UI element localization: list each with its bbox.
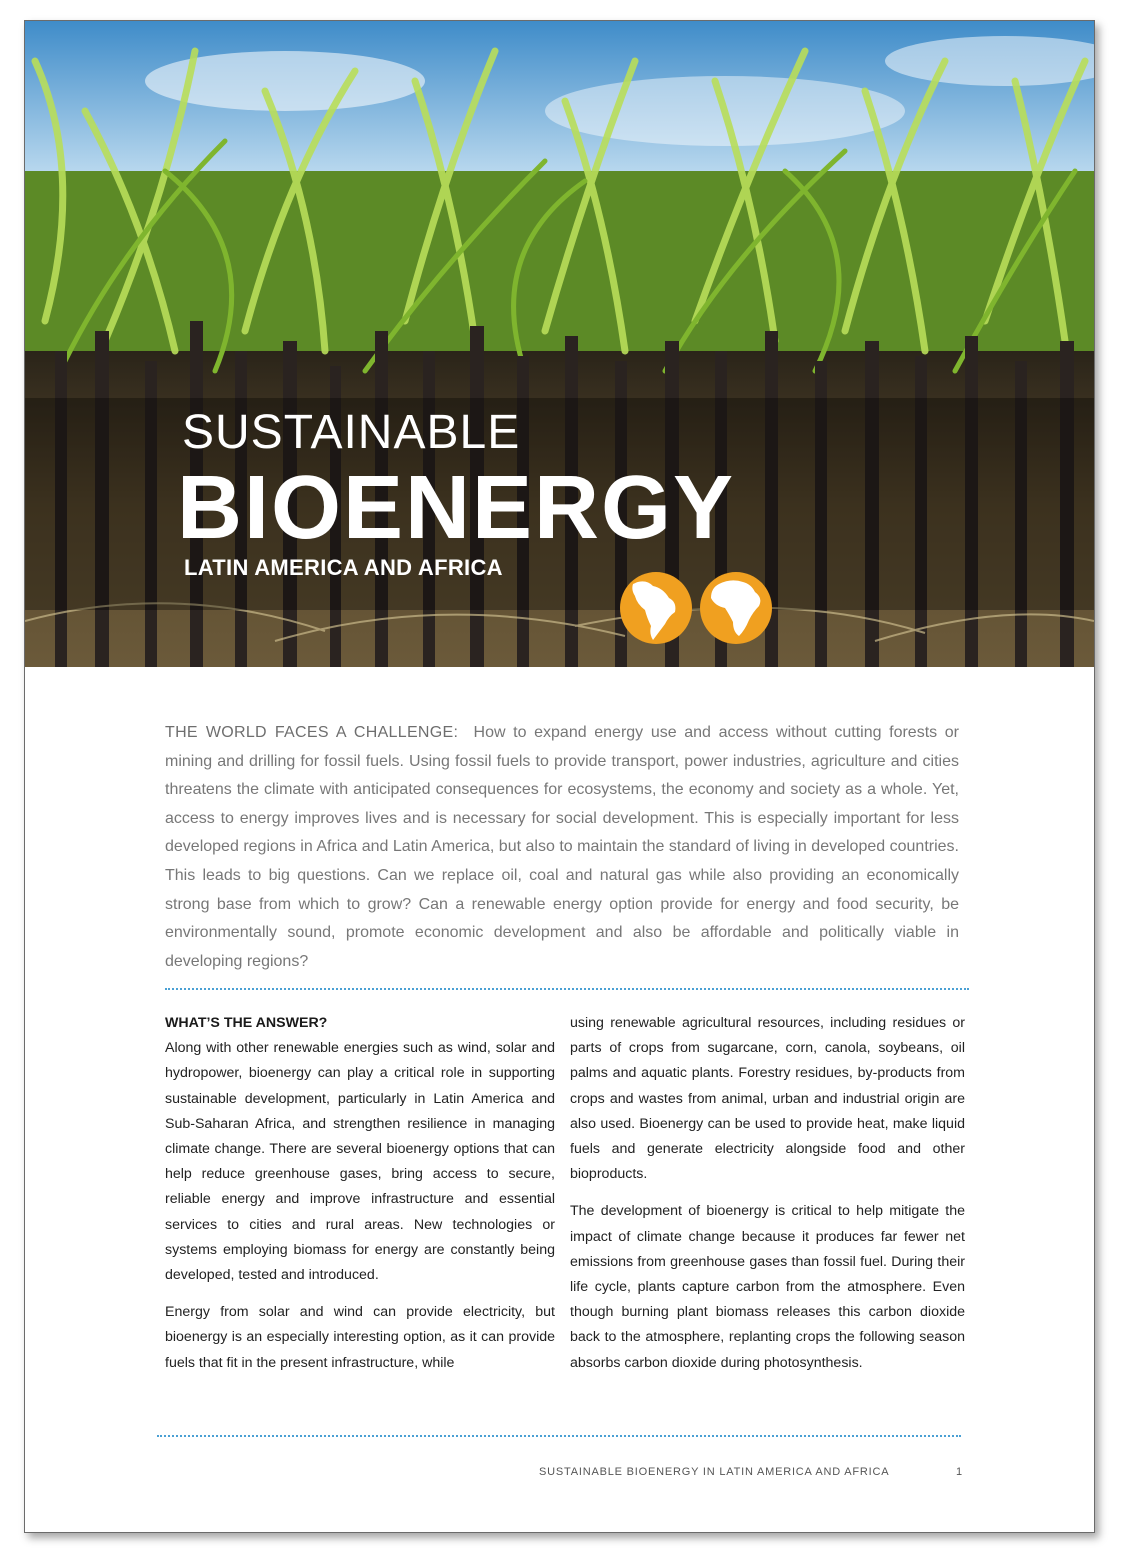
subtitle: LATIN AMERICA AND AFRICA — [184, 555, 503, 580]
right-paragraph-2: The development of bioenergy is critical to help mitigate the impact of climate change because it produces far fewer net emissions from greenhouse gases than fossil fuel. During their life cycle, plants capture carbon from the atmosphere. Even though burning plant biomass releases this carbon dioxide back to the atmosphere, replanting crops the following season absorbs carbon dioxide during photosynthesis. — [570, 1203, 965, 1371]
document-page — [24, 20, 1095, 1533]
intro-paragraph — [165, 719, 959, 976]
intro-lead: THE WORLD FACES A CHALLENGE: — [165, 724, 459, 741]
divider-bottom — [157, 1435, 961, 1437]
intro-text: How to expand energy use and access without cutting forests or mining and drilling for fossil fuels. Using fossil fuels to provide transport, power industries, agriculture and cities threatens the climate with anticipated consequences for ecosystems, the economy and society as a whole. Yet, access to energy improves lives and is necessary for social development. This is especially important for less developed regions in Africa and Latin America, but also to maintain the standard of living in developed countries. This leads to big questions. Can we replace oil, coal and natural gas while also providing an economically strong base from which to grow? Can a renewable energy option provide for energy and food security, be environmentally sound, promote economic development and also be affordable and politically viable in developing regions? — [165, 724, 959, 970]
right-paragraph-1: using renewable agricultural resources, including residues or parts of crops from sugarcane, corn, canola, soybeans, oil palms and aquatic plants. Forestry residues, by-products from crops and wastes from animal, urban and industrial origin are also used. Bioenergy can be used to provide heat, make liquid fuels and generate electricity alongside food and other bioproducts. — [570, 1015, 965, 1183]
south-america-globe-icon — [620, 572, 692, 644]
title-line-1: SUSTAINABLE — [182, 406, 521, 459]
globe-icons — [619, 570, 773, 646]
right-column — [570, 1011, 965, 1388]
page-number: 1 — [956, 1466, 963, 1478]
left-paragraph-1: Along with other renewable energies such as wind, solar and hydropower, bioenergy can play a critical role in supporting sustainable development, particularly in Latin America and Sub-Saharan Africa, and strengthen resilience in managing climate change. There are several bioenergy options that can help reduce greenhouse gases, bring access to secure, reliable energy and improve infrastructure and essential services to cities and rural areas. New technologies or systems employing biomass for energy are constantly being developed, tested and introduced. — [165, 1040, 555, 1284]
hero-photo — [25, 21, 1094, 667]
section-heading: WHAT’S THE ANSWER? — [165, 1015, 328, 1031]
running-footer: SUSTAINABLE BIOENERGY IN LATIN AMERICA AND AFRICA — [539, 1466, 890, 1478]
africa-globe-icon — [700, 572, 772, 644]
divider-top — [165, 988, 969, 990]
left-column — [165, 1011, 555, 1388]
title-line-2: BIOENERGY — [177, 458, 736, 558]
left-paragraph-2: Energy from solar and wind can provide electricity, but bioenergy is an especially interesting option, as it can provide fuels that fit in the present infrastructure, while — [165, 1304, 555, 1371]
